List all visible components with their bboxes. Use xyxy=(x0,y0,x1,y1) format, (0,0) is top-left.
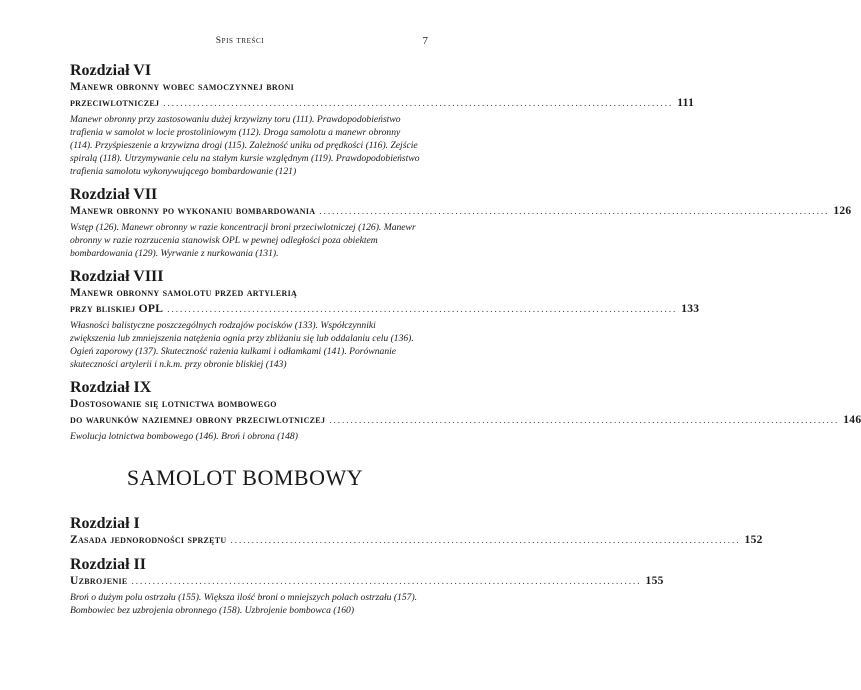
chapter-title: przy bliskiej OPL xyxy=(70,303,164,315)
running-title: Spis treści xyxy=(215,36,265,46)
chapter-title: Uzbrojenie xyxy=(70,575,128,587)
page-number: 7 xyxy=(422,35,428,47)
toc-entry xyxy=(70,515,763,548)
toc-entry xyxy=(70,62,695,178)
chapter-title-row xyxy=(70,203,852,219)
chapter-label: Rozdział I xyxy=(70,515,140,532)
page-header xyxy=(0,36,480,50)
chapter-title-line: Dostosowanie się lotnictwa bombowego xyxy=(70,398,277,410)
toc-group-b xyxy=(70,515,763,617)
chapter-description: Własności balistyczne poszczególnych rodzajów pocisków (133). Współczynniki zwiększenia lub zmniejszenia natężenia ognia przy zbliżaniu się lub oddalaniu celu (136). Ogień zaporowy (137). Skuteczność rażenia kulkami i odłamkami (141). Porównanie skuteczności artylerii i n.k.m. przy obronie bliskiej (143) xyxy=(70,320,414,370)
chapter-title-row xyxy=(70,95,695,111)
chapter-description: Broń o dużym polu ostrzału (155). Większa ilość broni o mniejszych polach ostrzału (157). Bombowiec bez uzbrojenia obronnego (158). Uzbrojenie bombowca (160) xyxy=(70,592,418,616)
chapter-title-row xyxy=(70,412,861,428)
chapter-title-line: Manewr obronny samolotu przed artylerią xyxy=(70,287,298,299)
chapter-page-number: 155 xyxy=(645,575,664,587)
dot-leader: ........................................................................................................................ xyxy=(230,535,741,545)
toc-entry xyxy=(70,268,700,371)
chapter-label: Rozdział VIII xyxy=(70,268,164,285)
dot-leader: ........................................................................................................................ xyxy=(167,304,678,314)
dot-leader: ........................................................................................................................ xyxy=(163,98,674,108)
chapter-description: Manewr obronny przy zastosowaniu dużej krzywizny toru (111). Prawdopodobieństwo trafienia w samolot w locie prostoliniowym (112). Droga samolotu a manewr obronny (114). Przyśpieszenie a krzywizna drogi (115). Zależność uniku od prędkości (116). Zejście spiralą (118). Utrzymywanie celu na stałym kursie względnym (119). Prawdopodobieństwo trafienia samolotu wykonywującego bombardowanie (121) xyxy=(70,114,420,177)
chapter-title: przeciwlotniczej xyxy=(70,97,160,109)
chapter-title-line: Manewr obronny wobec samoczynnej broni xyxy=(70,81,294,93)
chapter-title-row xyxy=(70,573,664,589)
chapter-page-number: 133 xyxy=(681,303,700,315)
chapter-page-number: 146 xyxy=(843,414,861,426)
chapter-label: Rozdział VII xyxy=(70,186,158,203)
chapter-page-number: 111 xyxy=(677,97,695,109)
chapter-title: do warunków naziemnej obrony przeciwlotniczej xyxy=(70,414,326,426)
chapter-title: Manewr obronny po wykonaniu bombardowania xyxy=(70,205,316,217)
chapter-page-number: 152 xyxy=(744,534,763,546)
chapter-title-row xyxy=(70,301,700,317)
chapter-description: Wstęp (126). Manewr obronny w razie koncentracji broni przeciwlotniczej (126). Manewr obronny w razie rozrzucenia stanowisk OPL w pewnej odległości poza obiektem bombardowania (129). Wyrwanie z nurkowania (131). xyxy=(70,222,416,259)
chapter-label: Rozdział VI xyxy=(70,62,152,79)
dot-leader: ........................................................................................................................ xyxy=(329,415,840,425)
chapter-page-number: 126 xyxy=(833,205,852,217)
chapter-title-row xyxy=(70,532,763,548)
toc-entry xyxy=(70,186,852,260)
chapter-label: Rozdział II xyxy=(70,556,146,573)
dot-leader: ........................................................................................................................ xyxy=(319,206,830,216)
chapter-description: Ewolucja lotnictwa bombowego (146). Broń i obrona (148) xyxy=(70,431,298,442)
section-heading: SAMOLOT BOMBOWY xyxy=(126,465,364,490)
chapter-title: Zasada jednorodności sprzętu xyxy=(70,534,227,546)
table-of-contents xyxy=(70,62,861,625)
chapter-label: Rozdział IX xyxy=(70,379,152,396)
toc-entry xyxy=(70,379,861,443)
toc-entry xyxy=(70,556,664,617)
toc-group-a xyxy=(70,62,861,443)
dot-leader: ........................................................................................................................ xyxy=(131,576,642,586)
